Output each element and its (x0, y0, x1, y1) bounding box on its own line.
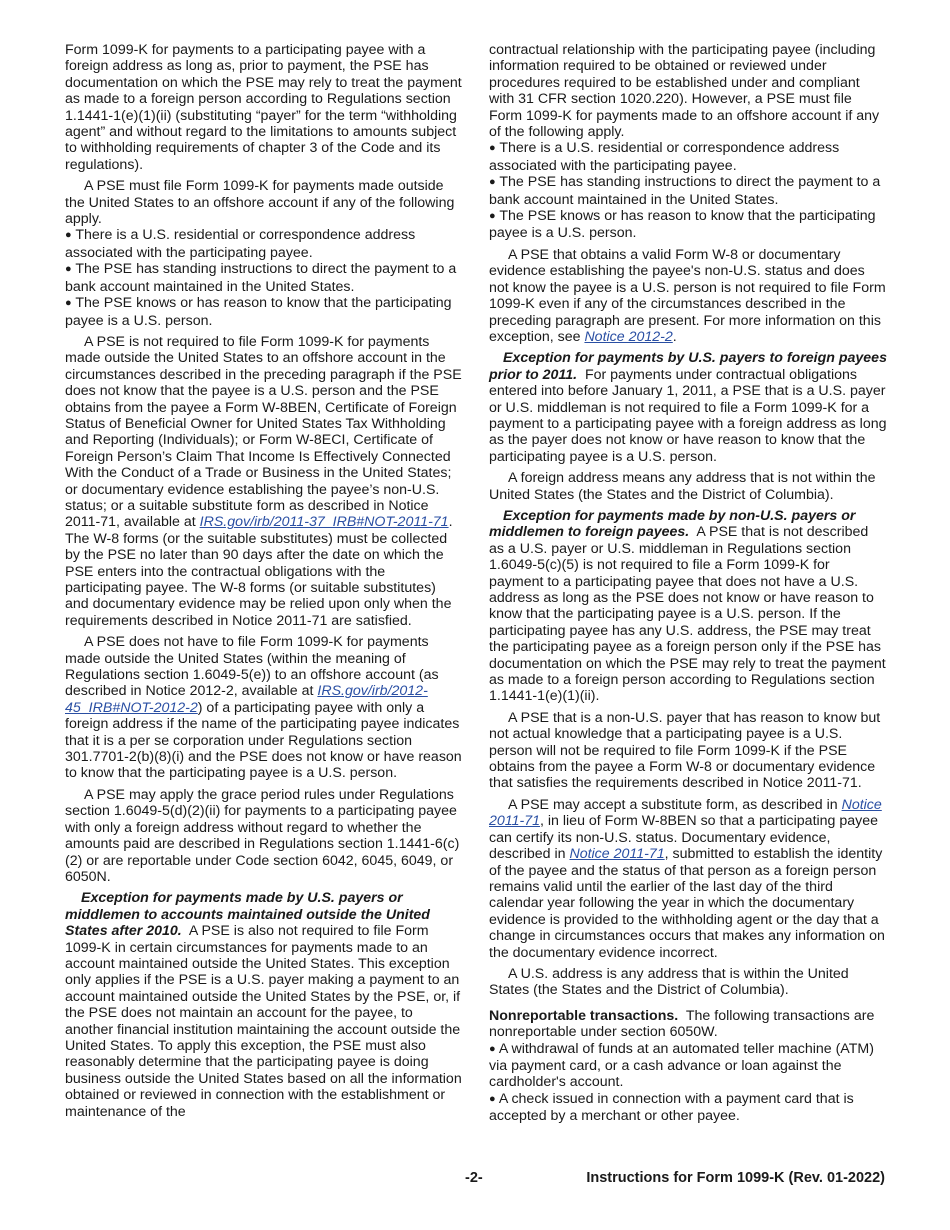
bullet-icon: ● (489, 176, 496, 189)
section-heading: Exception for payments by U.S. payers to foreign payees prior to 2011. (489, 350, 887, 383)
notice-2011-71-link[interactable]: Notice 2011-71 (489, 796, 882, 830)
paragraph: A PSE does not have to file Form 1099-K for payments made outside the United States (within the meaning of Regulations section 1.6049-5(e)) to an offshore account (as described in Notice 2012-2, available at IRS.gov/irb/2012-45_IRB#NOT-2012-2) of a participating payee with only a foreign address if the name of the participating payee indicates that it is a per se corporation under Regulations section 301.7701-2(b)(8)(i) and the PSE does not know or have reason to know that the participating payee is a U.S. person. (65, 634, 462, 782)
bullet-item: ● The PSE knows or has reason to know that the participating payee is a U.S. person. (65, 295, 452, 329)
paragraph: Form 1099-K for payments to a participating payee with a foreign address as long as, prior to payment, the PSE has documentation on which the PSE may rely to treat the payment as made to a foreign person according to Regulations section 1.1441-1(e)(1)(ii) (substituting “payer” for the term “withholding agent” and without regard to the limitations to amounts subject to withholding requirements of chapter 3 of the Code and its regulations). (65, 42, 462, 173)
notice-2012-2-link[interactable]: Notice 2012-2 (584, 328, 673, 345)
right-column (489, 42, 887, 1125)
irb-2011-71-link[interactable]: IRS.gov/irb/2011-37_IRB#NOT-2011-71 (199, 514, 449, 531)
bullet-icon: ● (65, 229, 72, 242)
paragraph: A U.S. address is any address that is within the United States (the States and the District of Columbia). (489, 965, 849, 999)
bullet-item: ● A withdrawal of funds at an automated teller machine (ATM) via payment card, or a cash advance or loan against the cardholder's account. (489, 1040, 874, 1091)
bullet-item: ● The PSE has standing instructions to direct the payment to a bank account maintained in the United States. (65, 261, 457, 295)
paragraph: A PSE may accept a substitute form, as described in Notice 2011-71, in lieu of Form W-8BEN so that a participating payee can certify its non-U.S. status. Documentary evidence, described in Notice 2011-71, submitted to establish the identity of the payee and the status of that person as a foreign person remains valid until the earlier of the last day of the third calendar year following the year in which the documentary evidence is provided to the withholding agent or the day that a change in circumstances occurs that makes any information on the documentary evidence incorrect. (489, 796, 885, 961)
paragraph: Exception for payments by U.S. payers to foreign payees prior to 2011. For payments under contractual obligations entered into before January 1, 2011, a PSE that is a U.S. payer or U.S. middleman is not required to file a Form 1099-K for a payment to a participating payee with a foreign address as long as the payer does not know or have reason to know that the participating payee is a U.S. person. (489, 350, 887, 465)
bullet-icon: ● (489, 1042, 496, 1055)
paragraph: A PSE that obtains a valid Form W-8 or documentary evidence establishing the payee's non-U.S. status and does not know the payee is a U.S. person is not required to file Form 1099-K even if any of the circumstances described in the preceding paragraph are present. For more information on this exception, see Notice 2012-2. (489, 246, 886, 345)
bullet-item: ● There is a U.S. residential or correspondence address associated with the participating payee. (489, 140, 840, 174)
paragraph: A PSE is not required to file Form 1099-K for payments made outside the United States to an offshore account in the circumstances described in the preceding paragraph if the PSE does not know that the payee is a U.S. person and the PSE obtains from the payee a Form W-8BEN, Certificate of Foreign Status of Beneficial Owner for United States Tax Withholding and Reporting (Individuals); or Form W-8ECI, Certificate of Foreign Person’s Claim That Income Is Effectively Connected With the Conduct of a Trade or Business in the United States; or documentary evidence establishing the payee’s non-U.S. status; or a suitable substitute form as described in Notice 2011-71, available at IRS.gov/irb/2011-37_IRB#NOT-2011-71. The W-8 forms (or the suitable substitutes) must be collected by the PSE no later than 90 days after the date on which the PSE enters into the contractual obligations with the participating payee. The W-8 forms (or suitable substitutes) and documentary evidence may be relied upon only when the requirements described in Notice 2011-71 are satisfied. (65, 333, 462, 629)
section-heading: Nonreportable transactions. (489, 1007, 679, 1024)
bullet-item: ● The PSE has standing instructions to direct the payment to a bank account maintained in the United States. (489, 174, 881, 208)
bullet-icon: ● (65, 263, 72, 276)
paragraph: A PSE may apply the grace period rules under Regulations section 1.6049-5(d)(2)(ii) for payments to a participating payee with only a foreign address without regard to whether the amounts paid are described in Regulations section 1.1441-6(c)(2) or are reportable under Code section 6042, 6045, 6049, or 6050N. (65, 786, 460, 885)
bullet-item: ● There is a U.S. residential or correspondence address associated with the participating payee. (65, 227, 416, 261)
paragraph: contractual relationship with the participating payee (including information required to be obtained or reviewed under procedures required to be established under and compliant with 31 CFR section 1020.220). However, a PSE must file Form 1099-K for payments made to an offshore account if any of the following apply. (489, 42, 880, 141)
bullet-item: ● The PSE knows or has reason to know that the participating payee is a U.S. person. (489, 208, 876, 242)
bullet-icon: ● (65, 297, 72, 310)
bullet-item: ● A check issued in connection with a payment card that is accepted by a merchant or other payee. (489, 1090, 854, 1125)
left-column (65, 42, 463, 1125)
bullet-icon: ● (489, 1092, 496, 1105)
notice-2011-71-link[interactable]: Notice 2011-71 (569, 846, 665, 863)
irb-2012-2-link[interactable]: IRS.gov/irb/2012-45_IRB#NOT-2012-2 (65, 683, 428, 716)
footer-title: Instructions for Form 1099-K (Rev. 01-2022) (586, 1170, 885, 1186)
section-heading: Exception for payments made by non-U.S. payers or middlemen to foreign payees. (489, 507, 856, 541)
paragraph: A foreign address means any address that is not within the United States (the States and the District of Columbia). (489, 470, 876, 503)
bullet-icon: ● (489, 142, 496, 155)
bullet-icon: ● (489, 210, 496, 223)
paragraph: Exception for payments made by U.S. payers or middlemen to accounts maintained outside the United States after 2010. A PSE is also not required to file Form 1099-K in certain circumstances for payments made to an account maintained outside the United States. This exception only applies if the PSE is a U.S. payer making a payment to an account maintained outside the United States by the PSE, or, if the PSE does not maintain an account for the payee, to another financial institution maintaining the account outside the United States. To apply this exception, the PSE must also reasonably determine that the participating payee is doing business outside the United States based on all the information obtained or reviewed in connection with the establishment or maintenance of the (65, 890, 462, 1120)
paragraph: A PSE must file Form 1099-K for payments made outside the United States to an offshore account if any of the following apply. (65, 178, 455, 228)
page-number: -2- (465, 1170, 483, 1186)
paragraph: Exception for payments made by non-U.S. payers or middlemen to foreign payees. A PSE that is not described as a U.S. payer or U.S. middleman in Regulations section 1.6049-5(c)(5) is not required to file a Form 1099-K for payment to a participating payee that does not have a U.S. address as long as the PSE does not know or have reason to know that the participating payee is a U.S. person. If the participating payee has any U.S. address, the PSE may treat the participating payee as a foreign person only if the PSE has documentation on which the PSE may rely to treat the payment as made to a foreign person according to Regulations section 1.1441-1(e)(1)(ii). (489, 507, 886, 705)
paragraph: A PSE that is a non-U.S. payer that has reason to know but not actual knowledge that a participating payee is a U.S. person will not be required to file Form 1099-K if the PSE obtains from the payee a Form W-8 or documentary evidence that satisfies the requirements described in Notice 2011-71. (489, 709, 881, 792)
section-heading: Exception for payments made by U.S. payers or middlemen to accounts maintained outside the United States after 2010. (65, 890, 430, 940)
paragraph: Nonreportable transactions. The following transactions are nonreportable under section 6050W. (489, 1007, 875, 1041)
